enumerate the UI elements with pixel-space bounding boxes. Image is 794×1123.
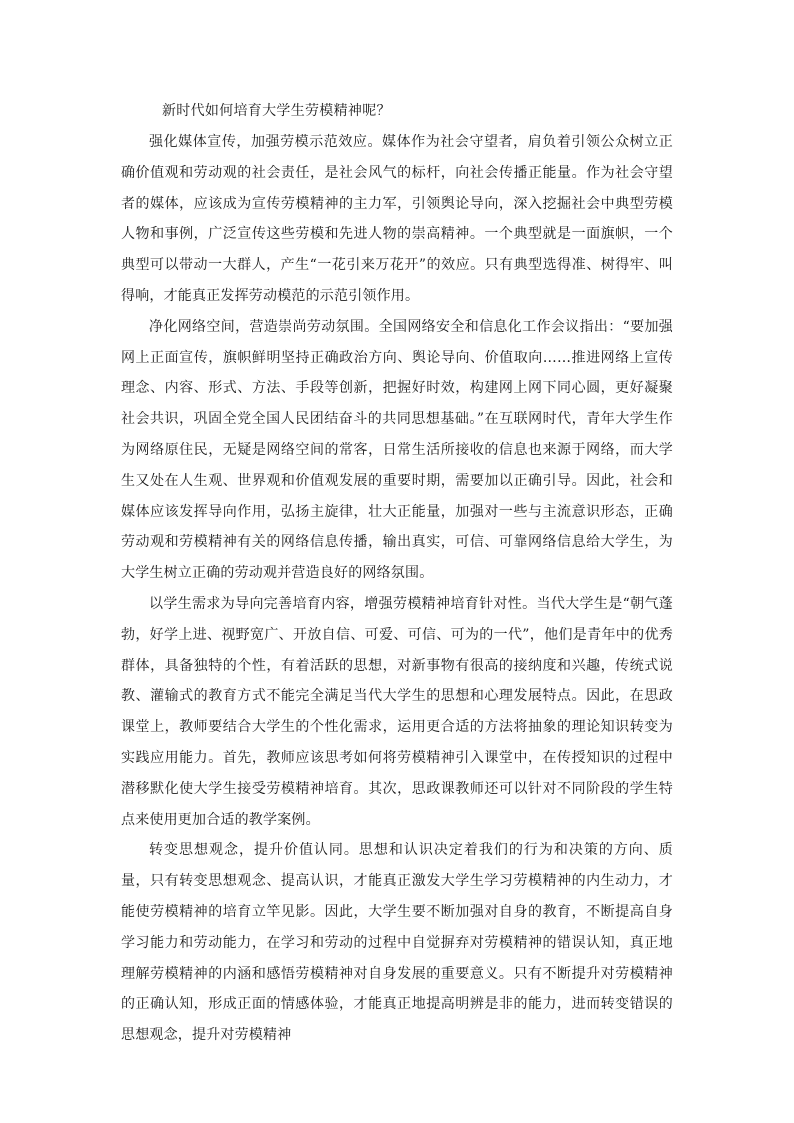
document-page xyxy=(121,96,673,1051)
paragraph-network-space: 净化网络空间，营造崇尚劳动氛围。全国网络安全和信息化工作会议指出：“要加强网上正面宣传，旗帜鲜明坚持正确政治方向、舆论导向、价值取向……推进网络上宣传理念、内容、形式、方法、手段等创新，把握好时效，构建网上网下同心圆，更好凝聚社会共识，巩固全党全国人民团结奋斗的共同思想基础。”在互联网时代，青年大学生作为网络原住民，无疑是网络空间的常客，日常生活所接收的信息也来源于网络，而大学生又处在人生观、世界观和价值观发展的重要时期，需要加以正确引导。因此，社会和媒体应该发挥导向作用，弘扬主旋律，壮大正能量，加强对一些与主流意识形态，正确劳动观和劳模精神有关的网络信息传播，输出真实，可信、可靠网络信息给大学生，为大学生树立正确的劳动观并营造良好的网络氛围。 xyxy=(121,318,673,582)
paragraph-student-needs: 以学生需求为导向完善培育内容，增强劳模精神培育针对性。当代大学生是“朝气蓬勃，好学上进、视野宽广、开放自信、可爱、可信、可为的一代”，他们是青年中的优秀群体，具备独特的个性，有着活跃的思想，对新事物有很高的接纳度和兴趣，传统式说教、灌输式的教育方式不能完全满足当代大学生的思想和心理发展特点。因此，在思政课堂上，教师要结合大学生的个性化需求，运用更合适的方法将抽象的理论知识转变为实践应用能力。首先，教师应该思考如何将劳模精神引入课堂中，在传授知识的过程中潜移默化使大学生接受劳模精神培育。其次，思政课教师还可以针对不同阶段的学生特点来使用更加合适的教学案例。 xyxy=(121,595,673,828)
paragraph-mindset-change: 转变思想观念，提升价值认同。思想和认识决定着我们的行为和决策的方向、质量，只有转变思想观念、提高认识，才能真正激发大学生学习劳模精神的内生动力，才能使劳模精神的培育立竿见影。因此，大学生要不断加强对自身的教育，不断提高自身学习能力和劳动能力，在学习和劳动的过程中自觉摒弃对劳模精神的错误认知，真正地理解劳模精神的内涵和感悟劳模精神对自身发展的重要意义。只有不断提升对劳模精神的正确认知，形成正面的情感体验，才能真正地提高明辨是非的能力，进而转变错误的思想观念，提升对劳模精神 xyxy=(121,842,673,1044)
section-heading: 新时代如何培育大学生劳模精神呢？ xyxy=(162,103,391,119)
paragraph-media-publicity: 强化媒体宣传，加强劳模示范效应。媒体作为社会守望者，肩负着引领公众树立正确价值观和劳动观的社会责任，是社会风气的标杆，向社会传播正能量。作为社会守望者的媒体，应该成为宣传劳模精神的主力军，引领舆论导向，深入挖掘社会中典型劳模人物和事例，广泛宣传这些劳模和先进人物的崇高精神。一个典型就是一面旗帜，一个典型可以带动一大群人，产生“一花引来万花开”的效应。只有典型选得准、树得牢、叫得响，才能真正发挥劳动模范的示范引领作用。 xyxy=(121,134,673,304)
